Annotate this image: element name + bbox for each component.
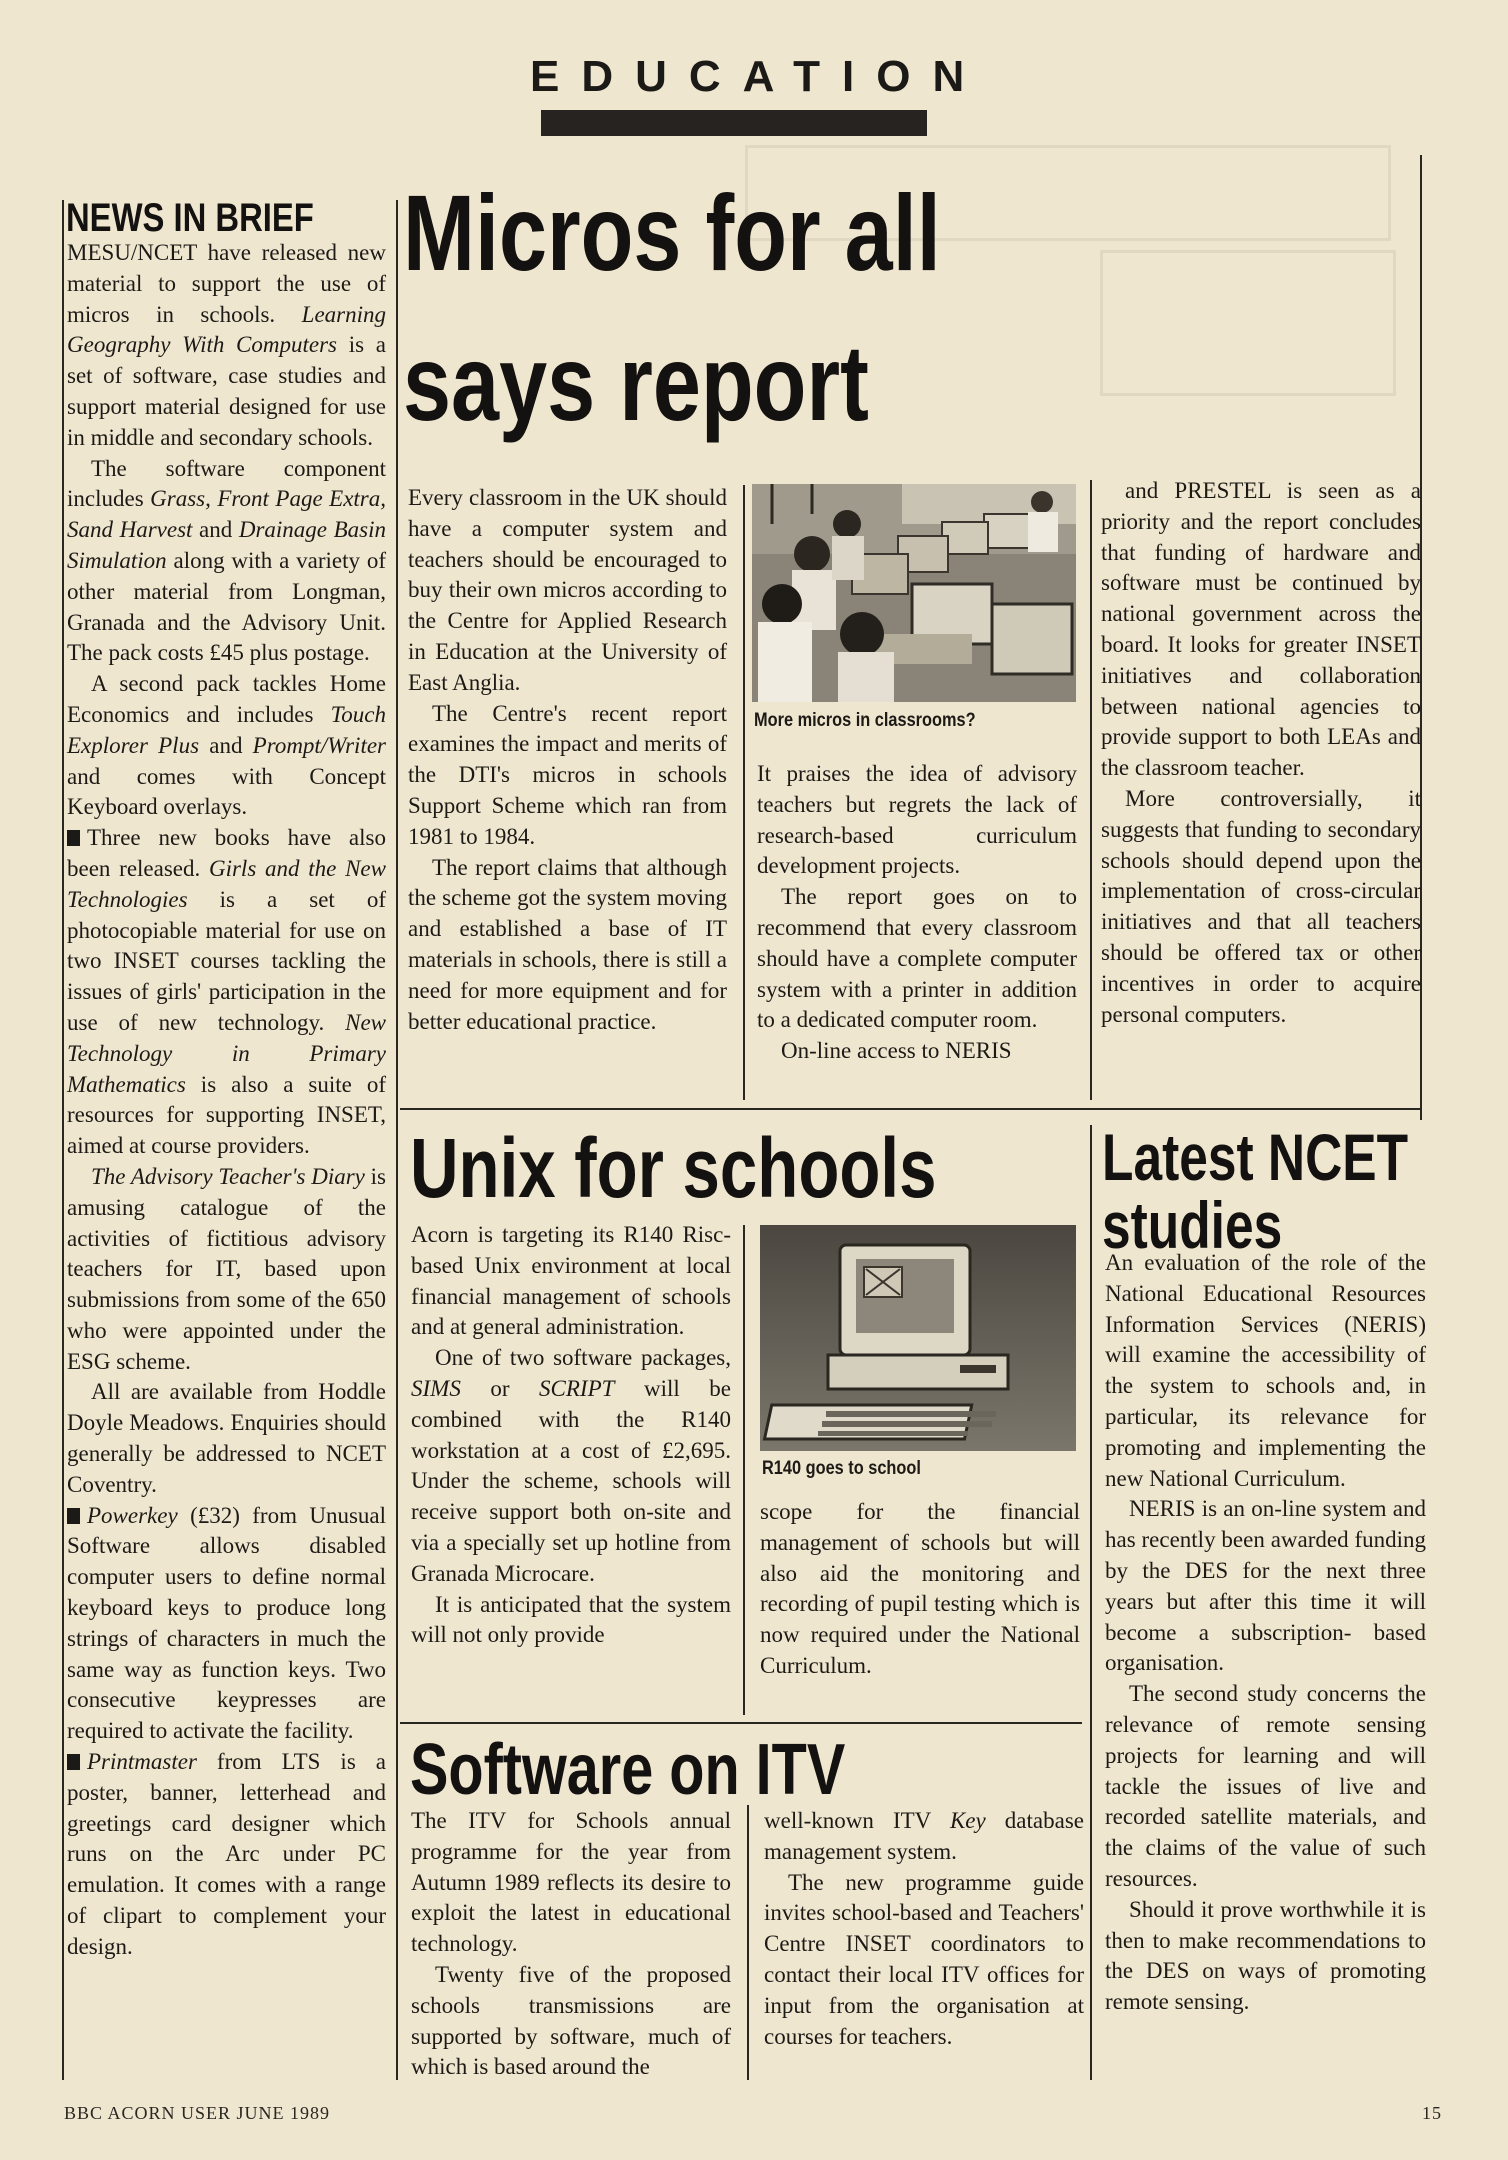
paragraph: Every classroom in the UK should have a computer system and teachers should be encouraged to buy their own micros according to the Centre for Applied Research in Education at the University of East Anglia. [408,485,727,695]
column-rule [747,1805,749,2080]
section-title: EDUCATION [530,52,987,101]
paragraph: well-known ITV Key database management system. [764,1808,1084,1864]
paragraph: Three new books have also been released. Girls and the New Technologies is a set of photocopiable material for use on two INSET courses tackling the issues of girls' participation in the use of new technology. New Technology in Primary Mathematics is also a suite of resources for supporting INSET, aimed at course providers. [67,825,386,1159]
micros-column-3 [1101,476,1421,1030]
ncet-headline-line-2: studies [1102,1188,1283,1262]
bullet-square-icon [67,1508,80,1524]
paragraph: All are available from Hoddle Doyle Meadows. Enquiries should generally be addressed to NCET Coventry. [67,1379,386,1497]
italic-title: Grass, Front Page Extra, Sand Harvest [67,486,386,543]
micros-column-1 [408,483,727,1037]
italic-title: Prompt/Writer [252,732,386,758]
paragraph: Powerkey (£32) from Unusual Software allows disabled computer users to define normal keyboard keys to produce long strings of characters in much the same way as function keys. Two consecutive keypresses are required to activate the facility. [67,1502,386,1744]
italic-title: The Advisory Teacher's Diary [91,1163,365,1189]
italic-title: Learning Geography With Computers [67,301,386,358]
paragraph: and PRESTEL is seen as a priority and the report concludes that funding of hardware and software must be continued by national government across the board. It looks for greater INSET initiatives and collaboration between national agencies to provide support to both LEAs and the classroom teacher. [1101,478,1421,781]
bullet-square-icon [67,1754,80,1770]
paragraph: The report claims that although the scheme got the system moving and established a base of IT materials in schools, there is still a need for more equipment and for better educational practice. [408,854,727,1034]
column-rule [1090,480,1092,1100]
horizontal-rule [400,1108,1422,1110]
italic-title: Printmaster [87,1749,197,1775]
italic-title: Drainage Basin Simulation [67,517,386,573]
paragraph: The ITV for Schools annual programme for the year from Autumn 1989 reflects its desire to exploit the latest in educational technology. [411,1808,731,1957]
micros-headline-line-2: says report [403,322,869,443]
paragraph: The second study concerns the relevance of remote sensing projects for learning and will tackle the issues of live and recorded satellite materials, and the claims of the value of such resources. [1105,1681,1426,1891]
column-rule [1090,1125,1092,2080]
paragraph: MESU/NCET have released new material to support the use of micros in schools. Learning Geography With Computers is a set of software, case studies and support material designed for use in middle and secondary schools. [67,240,386,450]
italic-title: Key [949,1808,986,1833]
paragraph: scope for the financial management of schools but will also aid the monitoring and recording of pupil testing which is now required under the National Curriculum. [760,1499,1080,1678]
bullet-square-icon [67,830,80,846]
paragraph: Twenty five of the proposed schools transmissions are supported by software, much of which is based around the [411,1961,731,2080]
paragraph: NERIS is an on-line system and has recently been awarded funding by the DES for the next three years but after this time it will become a subscription- based organisation. [1105,1496,1426,1676]
unix-column-2 [760,1497,1080,1682]
ncet-column [1105,1248,1426,2018]
paragraph: The new programme guide invites school-based and Teachers' Centre INSET coordinators to contact their local ITV offices for input from the organisation at courses for teachers. [764,1869,1084,2049]
column-rule-left [62,200,64,2080]
section-title-bar [541,110,927,136]
column-rule [743,485,745,1100]
show-through-artifact [1100,250,1396,396]
micros-column-2 [757,759,1077,1067]
footer-publication: BBC ACORN USER JUNE 1989 [64,2103,331,2123]
unix-column-1 [411,1220,731,1651]
paragraph: The software component includes Grass, Front Page Extra, Sand Harvest and Drainage Basin Simulation along with a variety of other material from Longman, Granada and the Advisory Unit. The pack costs £45 plus postage. [67,455,386,666]
paragraph: The Advisory Teacher's Diary is amusing catalogue of the activities of fictitious advisory teachers for IT, based upon submissions from some of the 650 who were appointed under the ESG scheme. [67,1163,386,1374]
paragraph: More controversially, it suggests that funding to secondary schools should depend upon the implementation of cross-circular initiatives and that all teachers should be offered tax or other incentives in order to acquire personal computers. [1101,785,1421,1027]
italic-title: New Technology in Primary Mathematics [67,1009,386,1097]
paragraph: The Centre's recent report examines the impact and merits of the DTI's micros in schools Support Scheme which ran from 1981 to 1984. [408,700,727,849]
paragraph: It is anticipated that the system will not only provide [411,1591,731,1648]
micros-headline-line-1: Micros for all [403,172,941,293]
footer-page-number: 15 [1422,2103,1442,2123]
paragraph: One of two software packages, SIMS or SCRIPT will be combined with the R140 workstation at a cost of £2,695. Under the scheme, schools will receive support both on-site and via a specially set up hotline from Granada Microcare. [411,1345,731,1586]
column-rule [396,200,398,2080]
classroom-photo-caption: More micros in classrooms? [754,710,976,731]
r140-photo-caption: R140 goes to school [762,1458,921,1479]
classroom-photo [752,484,1076,702]
paragraph: A second pack tackles Home Economics and includes Touch Explorer Plus and Prompt/Writer and comes with Concept Keyboard overlays. [67,671,386,820]
horizontal-rule [400,1722,1082,1724]
italic-title: Powerkey [87,1502,178,1528]
column-rule [743,1225,745,1715]
itv-column-1 [411,1806,731,2083]
paragraph: Should it prove worthwhile it is then to make recommendations to the DES on ways of promoting remote sensing. [1105,1896,1426,2015]
itv-headline: Software on ITV [410,1730,846,1810]
italic-title: SIMS [411,1375,461,1401]
paragraph: The report goes on to recommend that every classroom should have a complete computer system with a printer in addition to a dedicated computer room. [757,884,1077,1033]
paragraph: Printmaster from LTS is a poster, banner, letterhead and greetings card designer which runs on the Arc under PC emulation. It comes with a range of clipart to complement your design. [67,1749,386,1959]
paragraph: Acorn is targeting its R140 Risc-based Unix environment at local financial management of schools and at general administration. [411,1222,731,1340]
paragraph: An evaluation of the role of the National Educational Resources Information Services (NERIS) will examine the accessibility of the system to schools and, in particular, its relevance for promoting and implementing the new National Curriculum. [1105,1250,1426,1491]
r140-computer-photo [760,1225,1076,1451]
paragraph: It praises the idea of advisory teachers but regrets the lack of research-based curriculum development projects. [757,761,1077,879]
unix-headline: Unix for schools [410,1121,937,1215]
itv-column-2 [764,1806,1084,2052]
news-in-brief-column [67,238,386,1963]
italic-title: Girls and the New Technologies [67,855,386,912]
ncet-headline-line-1: Latest NCET [1102,1120,1409,1194]
italic-title: Touch Explorer Plus [67,701,386,758]
italic-title: SCRIPT [539,1375,615,1401]
paragraph: On-line access to NERIS [781,1038,1012,1064]
news-in-brief-heading: NEWS IN BRIEF [66,196,314,240]
